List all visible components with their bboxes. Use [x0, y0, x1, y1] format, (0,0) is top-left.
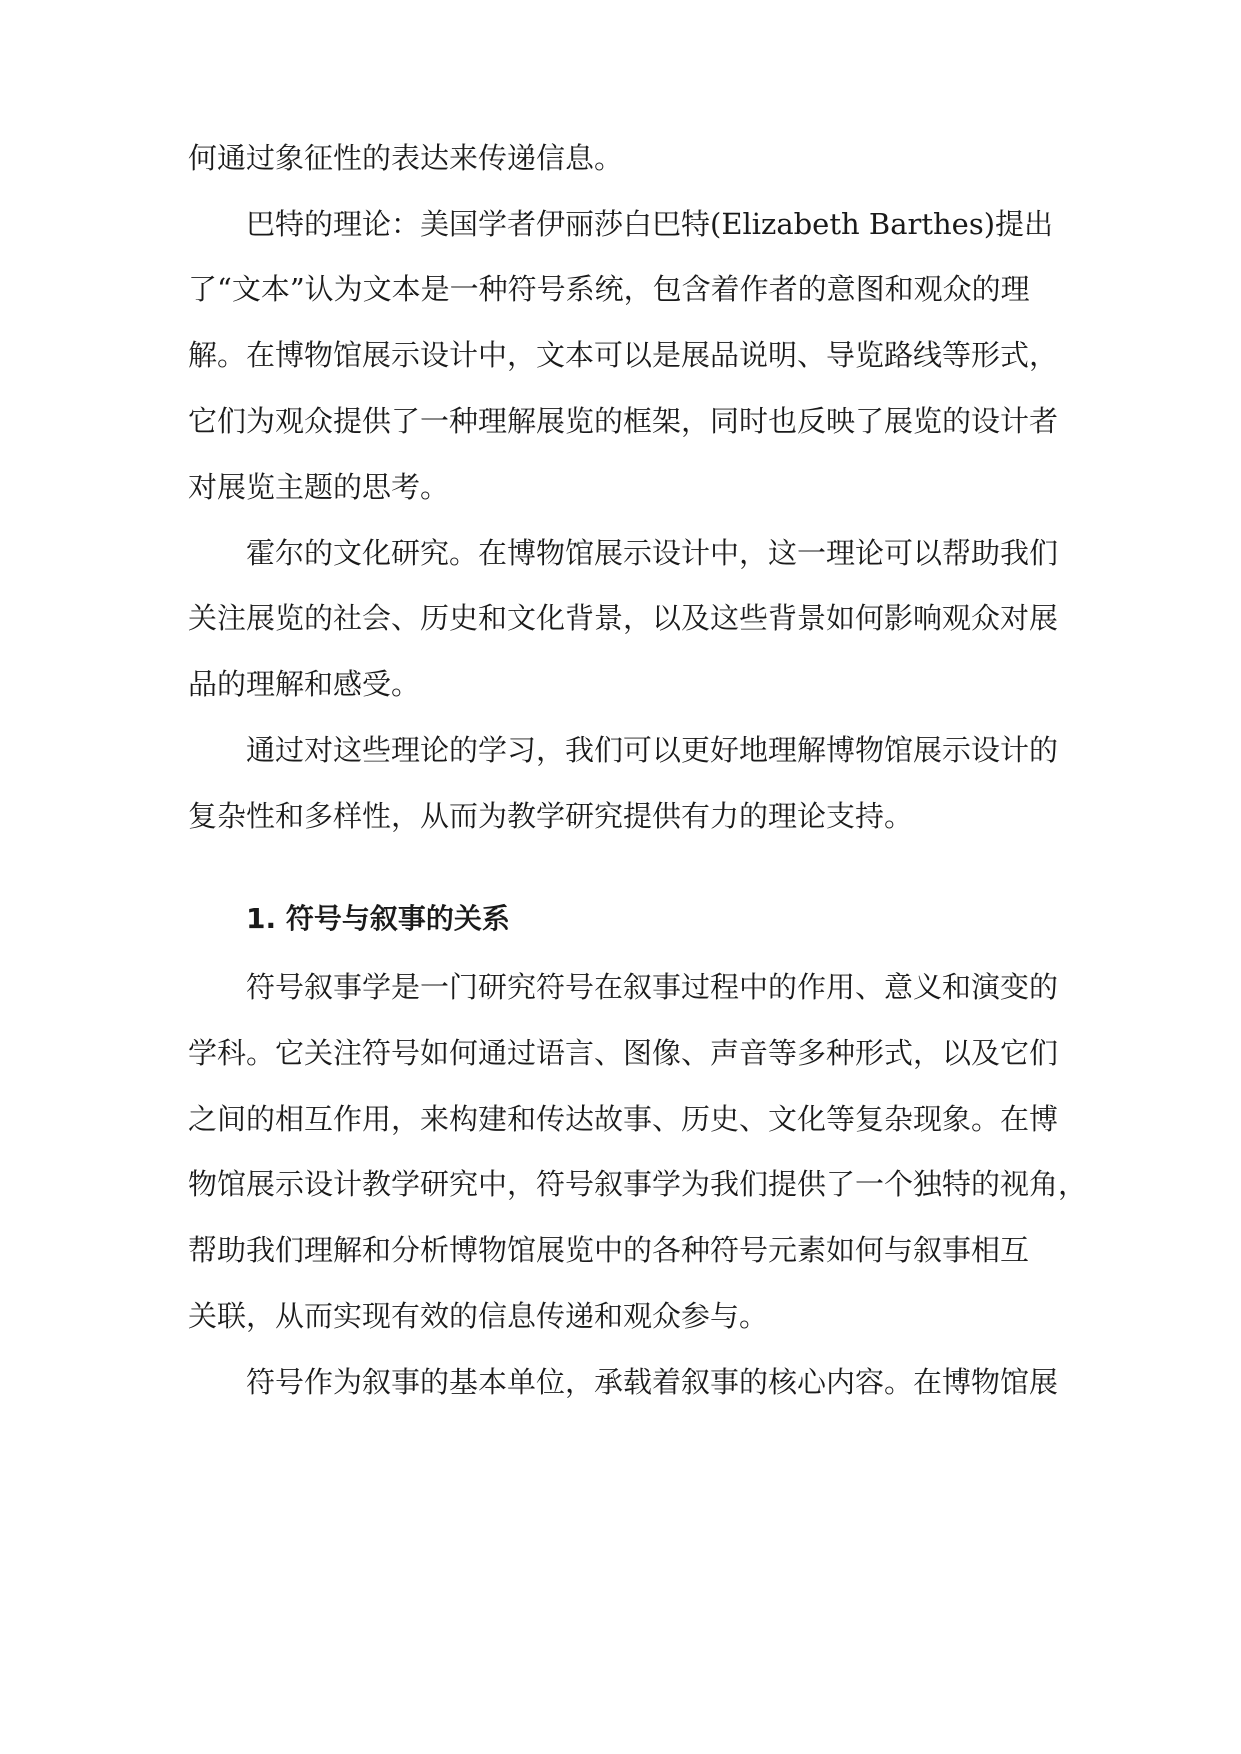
- text-line: 巴特的理论：美国学者伊丽莎白巴特(Elizabeth Barthes)提出: [246, 207, 1054, 241]
- text-line: 它们为观众提供了一种理解展览的框架，同时也反映了展览的设计者: [188, 404, 1059, 438]
- section-heading: 1. 符号与叙事的关系: [246, 902, 510, 935]
- text-line: 霍尔的文化研究。在博物馆展示设计中，这一理论可以帮助我们: [246, 536, 1059, 570]
- text-line: 关注展览的社会、历史和文化背景，以及这些背景如何影响观众对展: [188, 601, 1059, 635]
- text-line: 通过对这些理论的学习，我们可以更好地理解博物馆展示设计的: [246, 733, 1059, 767]
- text-line: 物馆展示设计教学研究中，符号叙事学为我们提供了一个独特的视角，: [188, 1167, 1088, 1201]
- text-line: 符号作为叙事的基本单位，承载着叙事的核心内容。在博物馆展: [246, 1365, 1059, 1399]
- text-line: 关联，从而实现有效的信息传递和观众参与。: [188, 1299, 769, 1333]
- text-line: 帮助我们理解和分析博物馆展览中的各种符号元素如何与叙事相互: [188, 1233, 1030, 1267]
- text-line: 学科。它关注符号如何通过语言、图像、声音等多种形式，以及它们: [188, 1036, 1059, 1070]
- text-line: 符号叙事学是一门研究符号在叙事过程中的作用、意义和演变的: [246, 970, 1059, 1004]
- text-line: 解。在博物馆展示设计中，文本可以是展品说明、导览路线等形式，: [188, 338, 1059, 372]
- text-line: 之间的相互作用，来构建和传达故事、历史、文化等复杂现象。在博: [188, 1102, 1059, 1136]
- text-line: 何通过象征性的表达来传递信息。: [188, 141, 624, 175]
- text-line: 对展览主题的思考。: [188, 470, 450, 504]
- text-line: 品的理解和感受。: [188, 667, 421, 701]
- text-line: 复杂性和多样性，从而为教学研究提供有力的理论支持。: [188, 799, 914, 833]
- text-line: 了“文本”认为文本是一种符号系统，包含着作者的意图和观众的理: [188, 272, 1030, 306]
